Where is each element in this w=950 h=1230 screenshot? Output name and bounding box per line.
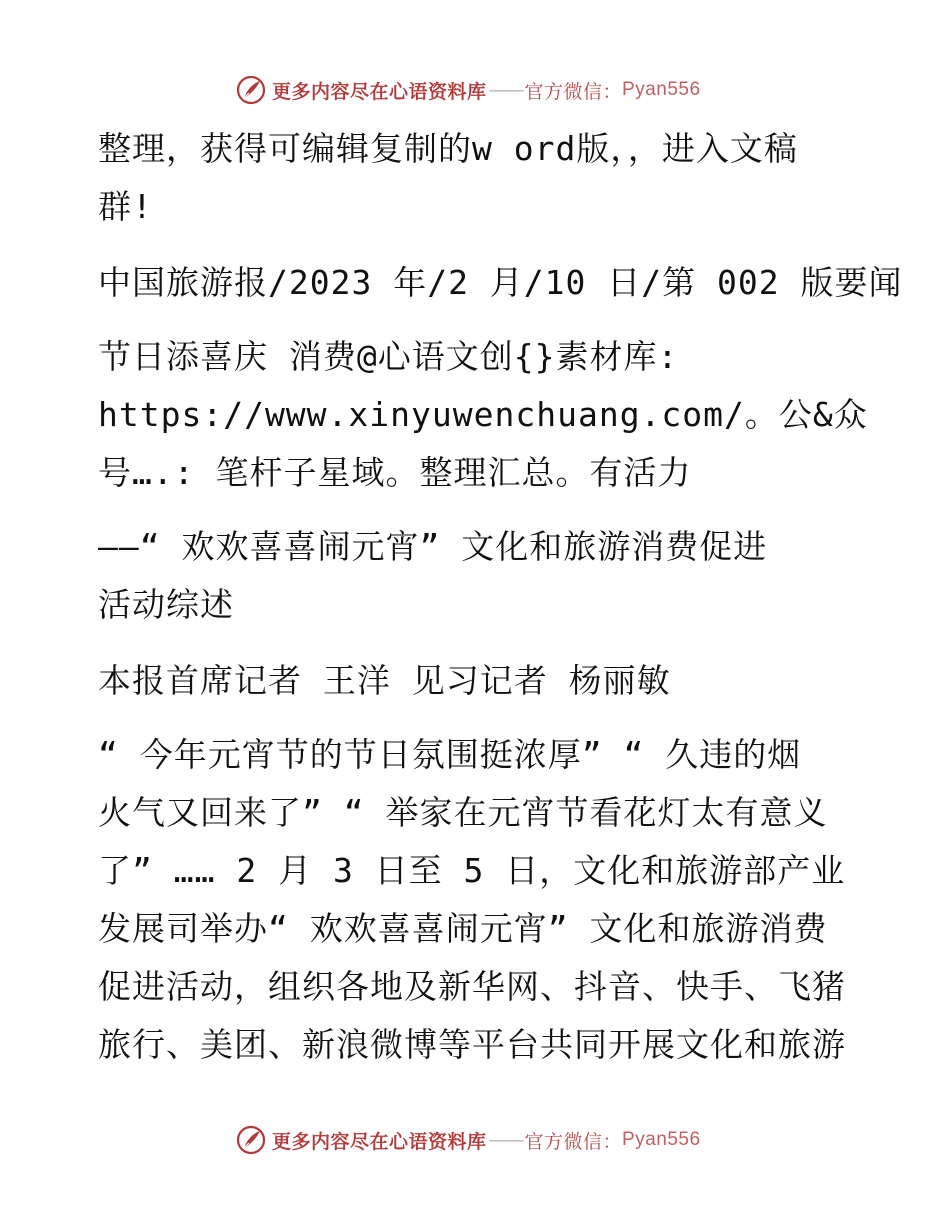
footer-banner bbox=[236, 1122, 756, 1158]
banner-title: 更多内容尽在心语资料库 bbox=[272, 80, 487, 103]
intro-line-2: 群! bbox=[98, 187, 153, 226]
banner-separator: —— bbox=[488, 79, 523, 101]
body-line-3: 了” …… 2 月 3 日至 5 日，文化和旅游部产业 bbox=[98, 851, 846, 890]
banner-separator: —— bbox=[488, 1129, 523, 1151]
promo-line-3: 号….: 笔杆子星域。整理汇总。有活力 bbox=[98, 453, 692, 492]
promo-line-1: 节日添喜庆 消费@心语文创{}素材库: bbox=[98, 337, 679, 376]
banner-contact-id: Pyan556 bbox=[622, 79, 701, 100]
banner-contact-label: 官方微信： bbox=[524, 1130, 623, 1153]
subtitle-line-2: 活动综述 bbox=[98, 585, 234, 624]
banner-title: 更多内容尽在心语资料库 bbox=[272, 1130, 487, 1153]
subtitle-line-1: ——“ 欢欢喜喜闹元宵” 文化和旅游消费促进 bbox=[98, 527, 768, 566]
banner-contact-id: Pyan556 bbox=[622, 1129, 701, 1150]
body-line-2: 火气又回来了” “ 举家在元宵节看花灯太有意义 bbox=[98, 793, 828, 832]
source-line: 中国旅游报/2023 年/2 月/10 日/第 002 版要闻 bbox=[98, 263, 903, 302]
banner-contact-label: 官方微信： bbox=[524, 80, 623, 103]
document-body bbox=[98, 120, 903, 1074]
byline: 本报首席记者 王洋 见习记者 杨丽敏 bbox=[98, 661, 671, 700]
body-line-4: 发展司举办“ 欢欢喜喜闹元宵” 文化和旅游消费 bbox=[98, 909, 828, 948]
feather-pen-logo-icon bbox=[236, 75, 266, 105]
header-banner bbox=[236, 72, 756, 108]
body-line-1: “ 今年元宵节的节日氛围挺浓厚” “ 久违的烟 bbox=[98, 735, 802, 774]
feather-pen-logo-icon bbox=[236, 1125, 266, 1155]
intro-line-1: 整理，获得可编辑复制的w ord版，，进入文稿 bbox=[98, 129, 798, 168]
body-line-5: 促进活动，组织各地及新华网、抖音、快手、飞猪 bbox=[98, 967, 846, 1006]
promo-line-2: https://www.xinyuwenchuang.com/。公&众 bbox=[98, 395, 868, 434]
body-line-6: 旅行、美团、新浪微博等平台共同开展文化和旅游 bbox=[98, 1025, 846, 1064]
